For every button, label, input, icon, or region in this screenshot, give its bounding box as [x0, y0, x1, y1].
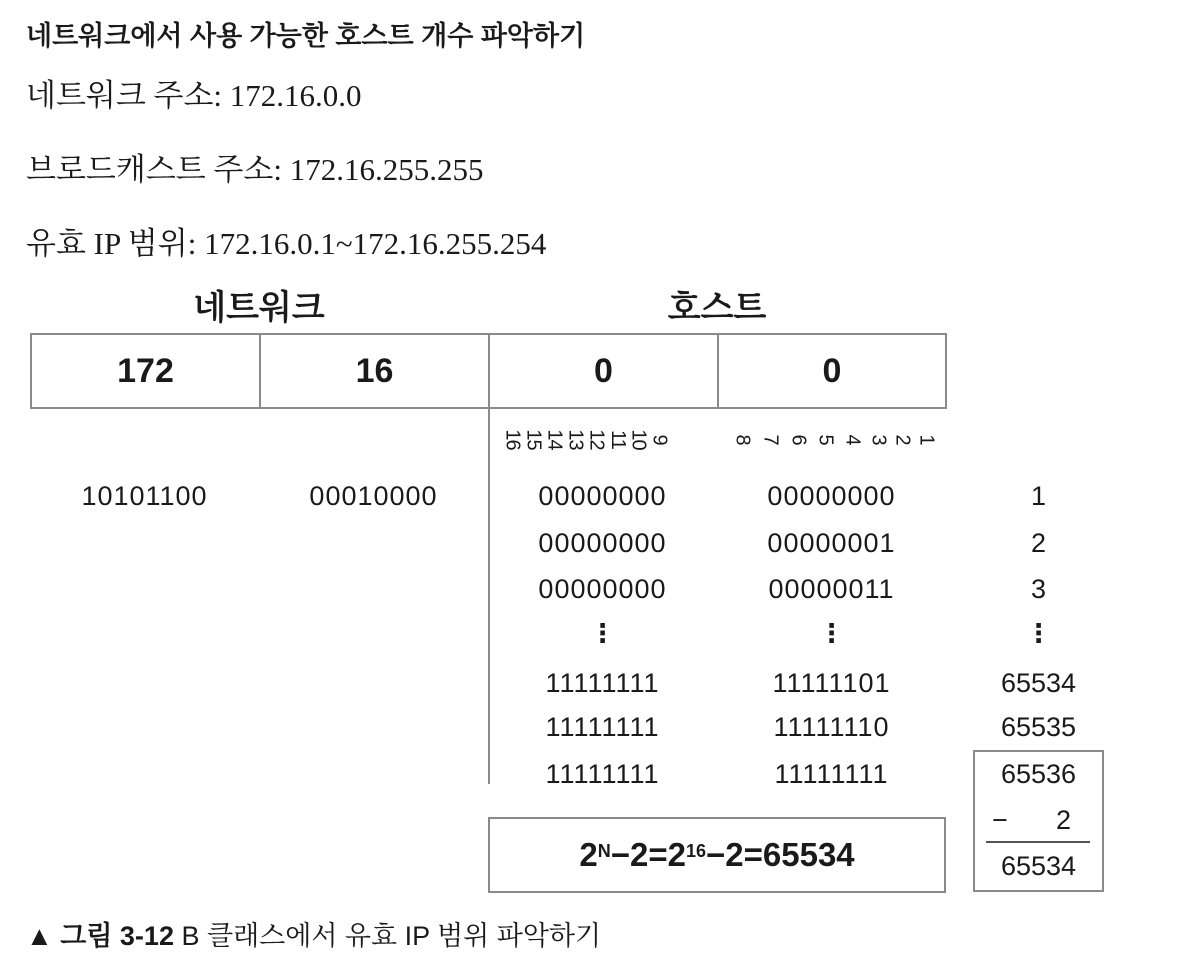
triangle-up-icon: ▲	[26, 921, 53, 951]
bit-number: 9	[648, 433, 671, 445]
host-row-fourth-octet: 11111111	[774, 759, 889, 789]
formula-end: −2=65534	[705, 836, 855, 873]
bit-number: 13	[564, 428, 587, 450]
bit-number: 11	[606, 429, 629, 449]
bit-number: 6	[787, 433, 810, 445]
octet-1-binary: 10101100	[81, 481, 208, 511]
subtrahend: 2	[1056, 805, 1072, 835]
vertical-ellipsis-icon: ⋮	[589, 618, 616, 648]
formula-exponent-n: N	[597, 840, 611, 861]
host-row-fourth-octet: 00000001	[767, 528, 896, 558]
host-row-third-octet: 11111111	[545, 668, 660, 698]
host-row-fourth-octet: 00000000	[767, 481, 896, 511]
octet-1-box: 172	[30, 333, 261, 409]
figure-number: 그림 3-12	[60, 921, 174, 951]
host-row-count: 3	[1030, 574, 1047, 604]
formula-base: 2	[579, 836, 598, 873]
formula-exponent-16: 16	[685, 840, 706, 861]
vertical-ellipsis-icon: ⋮	[1025, 618, 1052, 648]
host-row-third-octet: 11111111	[545, 759, 660, 789]
host-row-third-octet: 00000000	[538, 481, 667, 511]
octet-2-binary: 00010000	[309, 481, 438, 511]
valid-ip-range-value: 172.16.0.1~172.16.255.254	[204, 226, 547, 261]
bit-number: 3	[867, 433, 890, 445]
bit-number: 2	[891, 433, 914, 445]
network-address-value: 172.16.0.0	[229, 78, 362, 113]
valid-ip-range-label: 유효 IP 범위:	[26, 226, 197, 261]
host-row-count: 1	[1030, 481, 1047, 511]
subtraction-line	[986, 841, 1090, 843]
broadcast-address-label: 브로드캐스트 주소:	[26, 152, 282, 187]
host-row-third-octet: 00000000	[538, 528, 667, 558]
host-count-formula	[488, 817, 946, 893]
bit-number: 16	[501, 428, 524, 450]
bit-number: 4	[841, 433, 864, 445]
host-part-label: 호스트	[667, 289, 767, 327]
host-row-third-octet: 00000000	[538, 574, 667, 604]
subtraction-result: 65534	[1000, 851, 1077, 881]
host-row-fourth-octet: 00000011	[768, 574, 895, 604]
host-row-count: 2	[1030, 528, 1047, 558]
host-row-count: 65535	[1000, 712, 1077, 742]
bit-number: 7	[759, 433, 782, 445]
broadcast-address-value: 172.16.255.255	[289, 152, 484, 187]
minus-sign: −	[992, 805, 1008, 835]
host-row-fourth-octet: 11111110	[773, 712, 890, 742]
host-row-fourth-octet: 11111101	[772, 668, 891, 698]
bit-number: 14	[543, 428, 566, 450]
network-address-label: 네트워크 주소:	[26, 78, 223, 113]
figure-caption-text: B 클래스에서 유효 IP 범위 파악하기	[181, 921, 602, 951]
bit-number: 10	[627, 428, 650, 450]
bit-number: 15	[522, 428, 545, 450]
formula-middle: −2=2	[610, 836, 686, 873]
network-address-line	[26, 70, 362, 115]
octet-3-box: 0	[488, 333, 719, 409]
octet-2-box: 16	[259, 333, 490, 409]
host-row-count: 65534	[1000, 668, 1077, 698]
figure-caption	[26, 914, 601, 953]
bit-number: 5	[814, 433, 837, 445]
vertical-ellipsis-icon: ⋮	[818, 618, 845, 648]
valid-ip-range-line	[26, 218, 546, 263]
bit-number: 12	[585, 428, 608, 450]
broadcast-address-line	[26, 144, 483, 189]
page-title: 네트워크에서 사용 가능한 호스트 개수 파악하기	[26, 21, 586, 51]
host-row-third-octet: 11111111	[545, 712, 660, 742]
octet-4-box: 0	[717, 333, 947, 409]
network-part-label: 네트워크	[193, 289, 325, 327]
host-row-count: 65536	[1000, 759, 1077, 789]
bit-number: 1	[915, 433, 938, 445]
bit-number: 8	[731, 433, 754, 445]
